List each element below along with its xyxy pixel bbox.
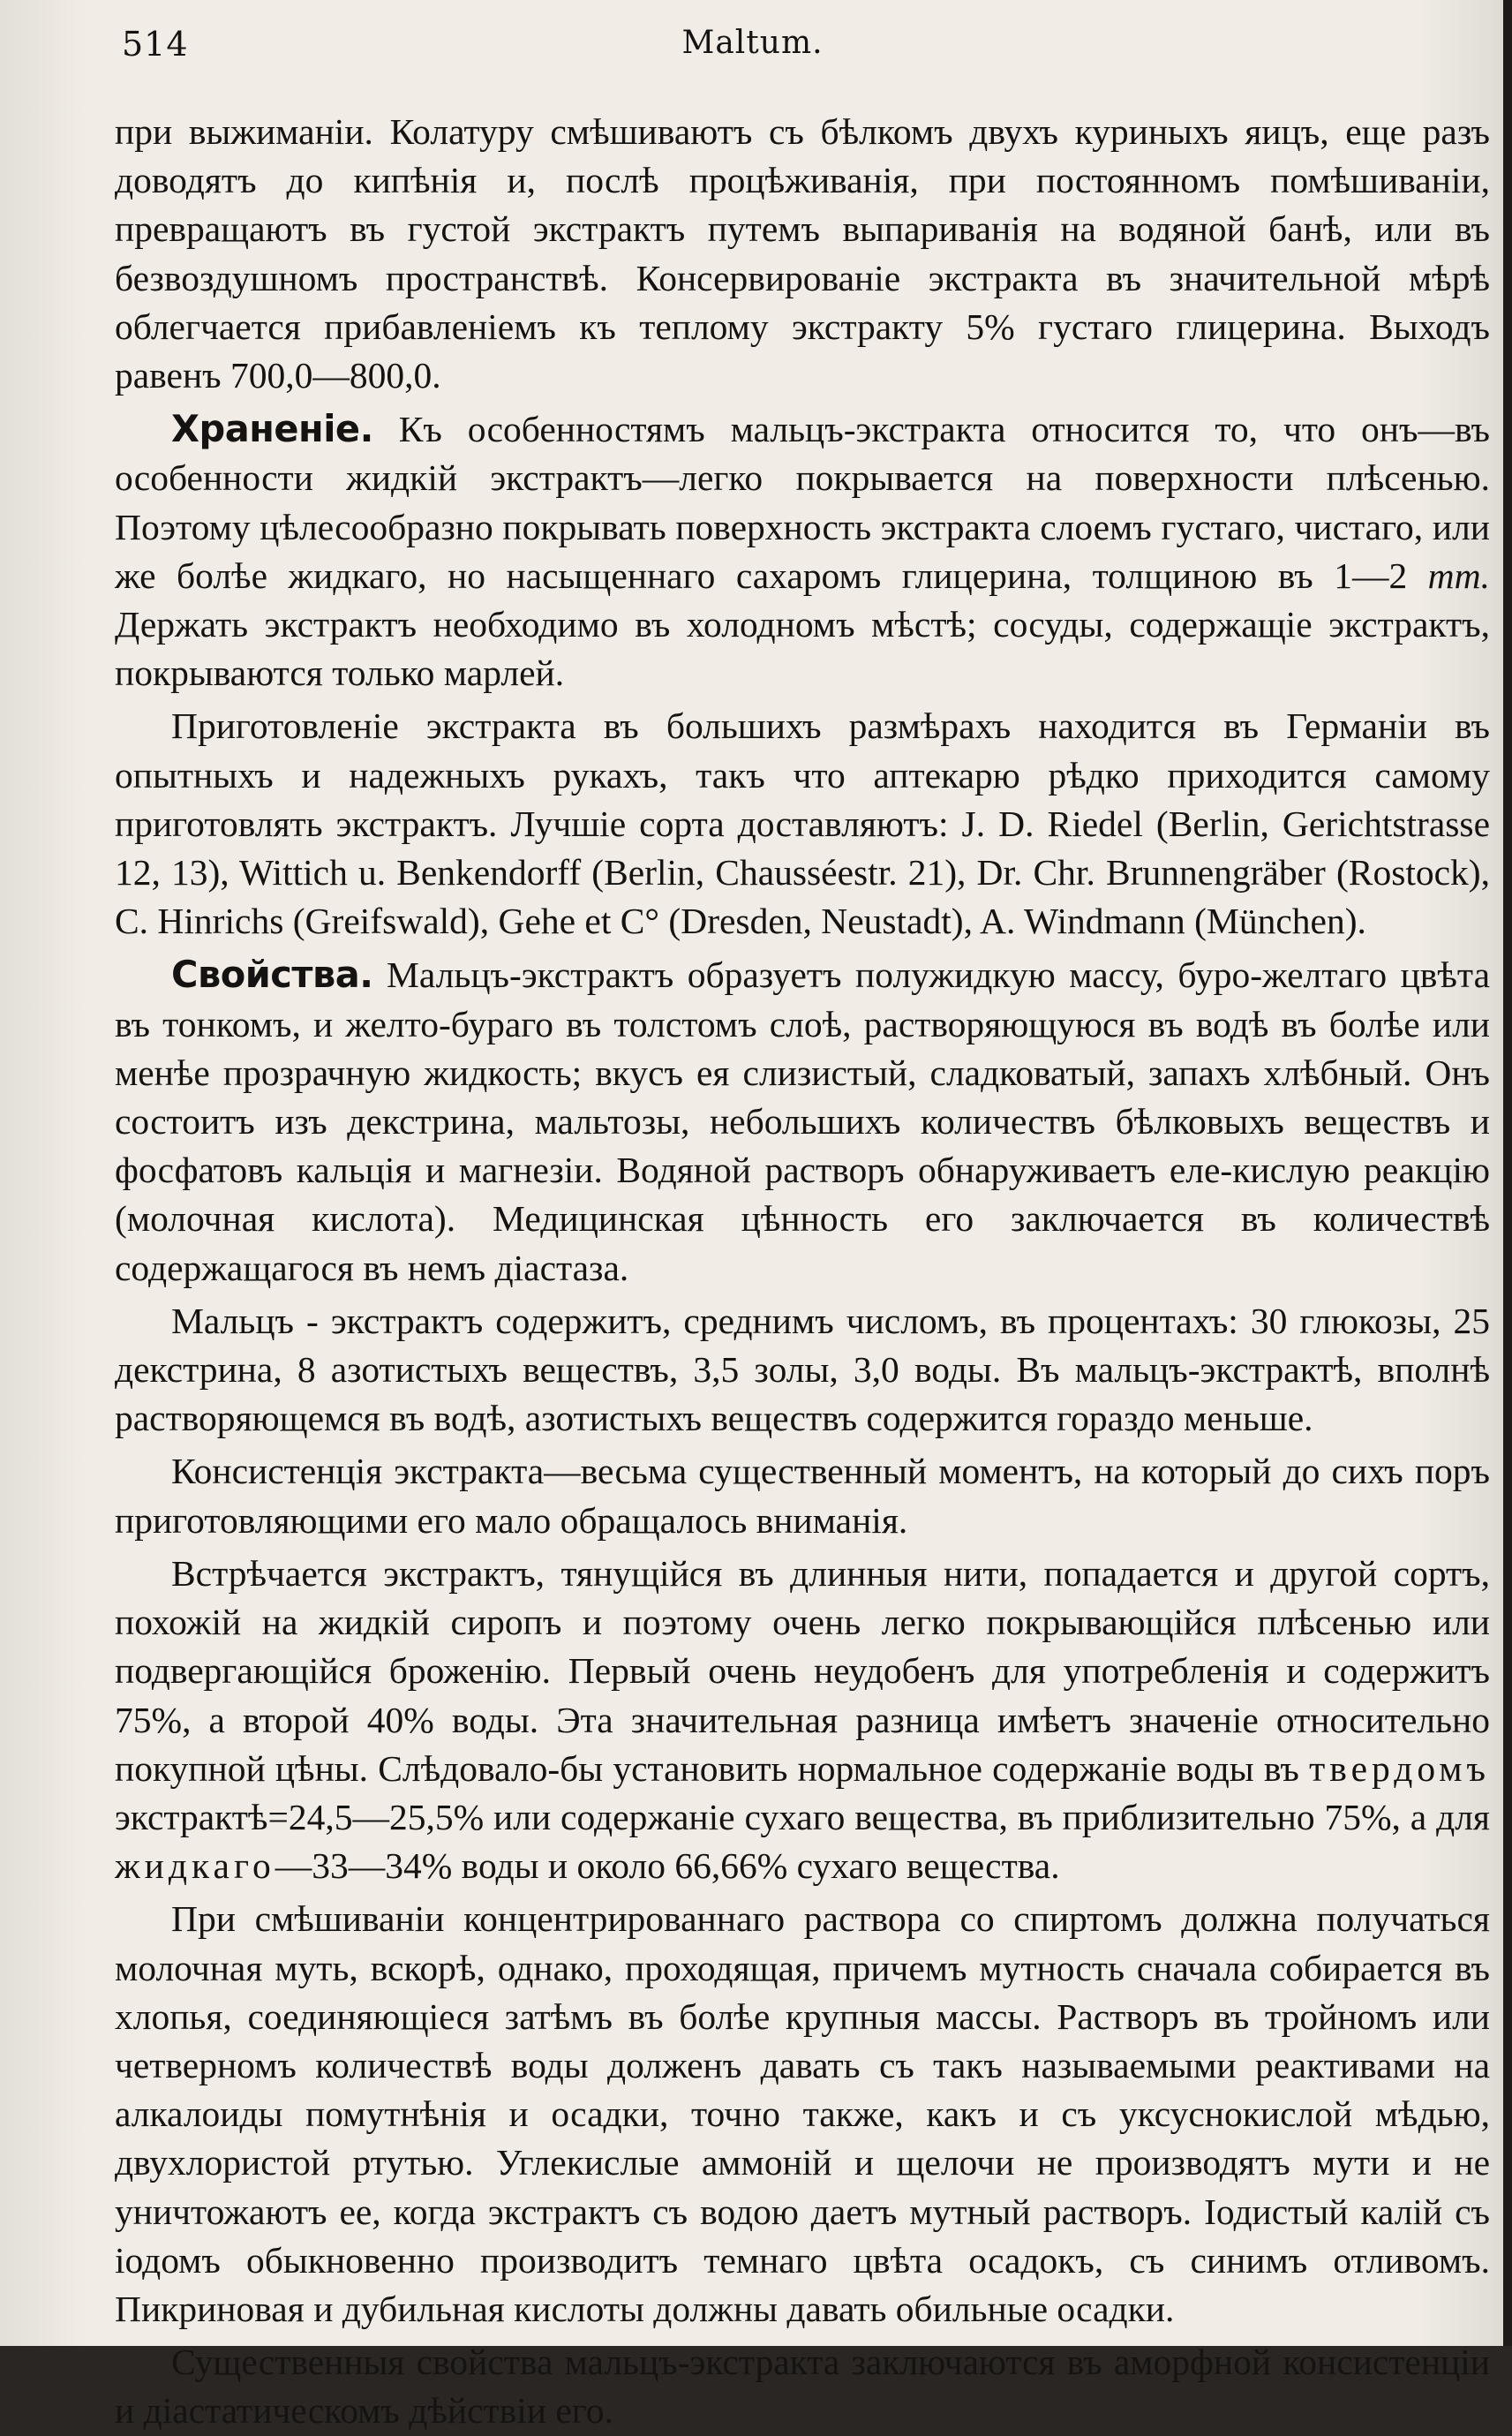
paragraph-properties <box>115 950 1490 1292</box>
spaced-word-liquid: жидкаго <box>115 1845 275 1887</box>
storage-text: Къ особенностямъ мальцъ-экстракта относится то, что онъ—въ особенности жидкій экстрактъ—легко покрывается на поверхности плѣсенью. Поэтому цѣлесообразно покрывать поверхность экстракта слоемъ густаго, чистаго, или же болѣе жидкаго, но насыщеннаго сахаромъ глицерина, толщиною въ 1—2 <box>115 409 1490 596</box>
extract-types-text-mid: экстрактѣ=24,5—25,5% или содержаніе сухаго вещества, въ приблизительно 75%, а для <box>115 1796 1490 1837</box>
paragraph-reactions: При смѣшиваніи концентрированнаго раствора со спиртомъ должна получаться молочная муть, вскорѣ, однако, проходящая, причемъ мутность сначала собирается въ хлопья, соединяющіеся затѣмъ въ болѣе крупныя массы. Растворъ въ тройномъ или четверномъ количествѣ воды долженъ давать съ такъ называемыми реактивами на алкалоиды помутнѣнія и осадки, точно также, какъ и съ уксуснокислой мѣдью, двухлористой ртутью. Углекислые аммоній и щелочи не производятъ мути и не уничтожаютъ ее, когда экстрактъ съ водою даетъ мутный растворъ. Іодистый калій съ іодомъ обыкновенно производитъ темнаго цвѣта осадокъ, съ синимъ отливомъ. Пикриновая и дубильная кислоты должны давать обильные осадки. <box>115 1898 1490 2329</box>
paragraph-conclusion: Существенныя свойства мальцъ-экстракта заключаются въ аморфной консистенціи и діастатическомъ дѣйствіи его. <box>115 2342 1490 2432</box>
paragraph-manufacturers: Приготовленіе экстракта въ большихъ размѣрахъ находится въ Германіи въ опытныхъ и надежныхъ рукахъ, такъ что аптекарю рѣдко приходится самому приготовлять экстрактъ. Лучшіе сорта доставляютъ: J. D. Riedel (Berlin, Gerichtstrasse 12, 13), Wittich u. Benkendorff (Berlin, Chausséestr. 21), Dr. Chr. Brunnengräber (Rostock), C. Hinrichs (Greifswald), Gehe et C° (Dresden, Neustadt), A. Windmann (München). <box>115 705 1490 942</box>
unit-mm: mm. <box>1427 554 1490 596</box>
page-number: 514 <box>122 25 189 64</box>
properties-text: Мальцъ-экстрактъ образуетъ полужидкую массу, буро-желтаго цвѣта въ тонкомъ, и желто-бураго въ толстомъ слоѣ, растворяющуюся въ водѣ въ болѣе или менѣе прозрачную жидкость; вкусъ ея слизистый, сладковатый, запахъ хлѣбный. Онъ состоитъ изъ декстрина, мальтозы, небольшихъ количествъ бѣлковыхъ веществъ и фосфатовъ кальція и магнезіи. Водяной растворъ обнаруживаетъ еле-кислую реакцію (молочная кислота). Медицинская цѣнность его заключается въ количествѣ содержащагося въ немъ діастаза. <box>115 954 1490 1288</box>
paragraph-composition: Мальцъ - экстрактъ содержитъ, среднимъ числомъ, въ процентахъ: 30 глюкозы, 25 декстрина, 8 азотистыхъ веществъ, 3,5 золы, 3,0 воды. Въ мальцъ-экстрактѣ, вполнѣ растворяющемся въ водѣ, азотистыхъ веществъ содержится гораздо меньше. <box>115 1300 1490 1439</box>
paragraph-preparation-end: при выжиманіи. Колатуру смѣшиваютъ съ бѣлкомъ двухъ куриныхъ яицъ, еще разъ доводятъ до кипѣнія и, послѣ процѣживанія, при постоянномъ помѣшиваніи, превращаютъ въ густой экстрактъ путемъ выпариванія на водяной банѣ, или въ безвоздушномъ пространствѣ. Консервированіе экстракта въ значительной мѣрѣ облегчается прибавленіемъ къ теплому экстракту 5% густаго глицерина. Выходъ равенъ 700,0—800,0. <box>115 111 1490 396</box>
storage-text-after: Держать экстрактъ необходимо въ холодномъ мѣстѣ; сосуды, содержащіе экстрактъ, покрываются только марлей. <box>115 604 1490 694</box>
paragraph-storage <box>115 404 1490 698</box>
section-heading-properties: Свойства. <box>171 953 373 997</box>
page-body <box>115 108 1490 2436</box>
extract-types-text: Встрѣчается экстрактъ, тянущійся въ длинныя нити, попадается и другой сортъ, похожій на жидкій сиропъ и поэтому очень легко покрывающійся плѣсенью или подвергающійся броженію. Первый очень неудобенъ для употребленія и содержитъ 75%, а второй 40% воды. Эта значительная разница имѣетъ значеніе относительно покупной цѣны. Слѣдовало-бы установить нормальное содержаніе воды въ <box>115 1552 1490 1789</box>
page-header <box>0 25 1505 78</box>
page-edge-shadow <box>1503 0 1512 2346</box>
running-title: Maltum. <box>681 25 824 61</box>
paragraph-consistency: Консистенція экстракта—весьма существенный моментъ, на который до сихъ поръ приготовляющими его мало обращалось вниманія. <box>115 1451 1490 1541</box>
paragraph-extract-types <box>115 1550 1490 1890</box>
spaced-word-solid: твердомъ <box>1309 1747 1490 1789</box>
section-heading-storage: Храненіе. <box>171 407 373 451</box>
extract-types-text-after: —33—34% воды и около 66,66% сухаго вещества. <box>275 1845 1060 1887</box>
